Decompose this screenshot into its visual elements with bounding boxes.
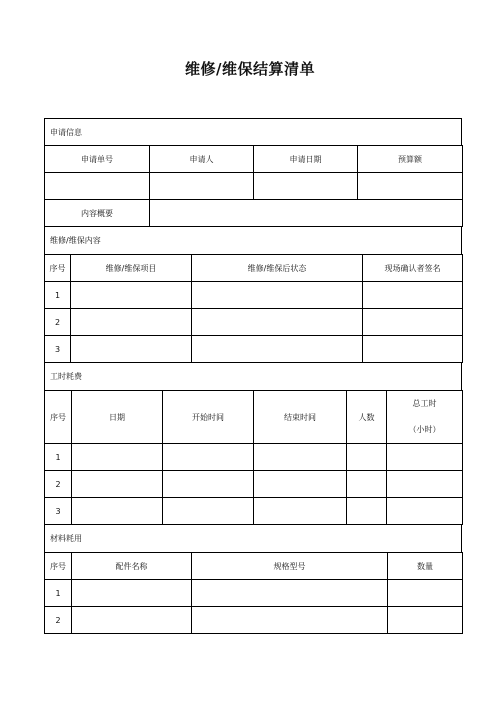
page-title: 维修/维保结算清单 [185,60,315,78]
header-quantity: 数量 [388,553,463,580]
cell-headcount[interactable] [347,444,387,471]
header-date: 日期 [72,391,163,444]
header-spec-model: 规格型号 [192,553,388,580]
cell-onsite-signature[interactable] [363,282,463,309]
applicant-table [44,145,463,227]
cell-date[interactable] [72,471,163,498]
header-seq: 序号 [45,553,72,580]
cell-repair-item[interactable] [71,309,192,336]
cell-end-time[interactable] [254,444,347,471]
cell-repair-item[interactable] [71,282,192,309]
row-number: 1 [45,580,72,607]
cell-summary[interactable] [150,200,463,227]
header-total-hours [387,391,463,444]
header-headcount: 人数 [347,391,387,444]
cell-total-hours[interactable] [387,471,463,498]
cell-repair-status[interactable] [192,282,363,309]
total-hours-unit: （小时） [408,425,441,434]
cell-repair-status[interactable] [192,309,363,336]
header-repair-status: 维修/维保后状态 [192,255,363,282]
section-repair: 维修/维保内容 [44,227,462,254]
section-labor: 工时耗费 [44,363,462,390]
cell-budget[interactable] [358,173,463,200]
row-number: 3 [45,498,72,525]
cell-repair-status[interactable] [192,336,363,363]
cell-application-date[interactable] [254,173,358,200]
section-materials: 材料耗用 [44,525,462,552]
section-applicant: 申请信息 [44,118,462,145]
cell-repair-item[interactable] [71,336,192,363]
cell-end-time[interactable] [254,498,347,525]
header-applicant: 申请人 [150,146,254,173]
header-budget: 预算额 [358,146,463,173]
cell-applicant[interactable] [150,173,254,200]
cell-total-hours[interactable] [387,444,463,471]
cell-onsite-signature[interactable] [363,309,463,336]
row-number: 2 [45,309,71,336]
header-seq: 序号 [45,255,71,282]
header-application-date: 申请日期 [254,146,358,173]
header-end-time: 结束时间 [254,391,347,444]
cell-part-name[interactable] [72,580,192,607]
header-part-name: 配件名称 [72,553,192,580]
cell-total-hours[interactable] [387,498,463,525]
row-number: 2 [45,607,72,634]
row-number: 3 [45,336,71,363]
labor-table [44,390,463,525]
repair-table [44,254,463,363]
materials-table [44,552,463,634]
cell-spec-model[interactable] [192,580,388,607]
cell-quantity[interactable] [388,580,463,607]
row-number: 1 [45,444,72,471]
cell-onsite-signature[interactable] [363,336,463,363]
cell-headcount[interactable] [347,498,387,525]
header-seq: 序号 [45,391,72,444]
header-application-number: 申请单号 [45,146,150,173]
header-onsite-signature: 现场确认者签名 [363,255,463,282]
cell-date[interactable] [72,444,163,471]
cell-start-time[interactable] [163,471,254,498]
header-repair-item: 维修/维保项目 [71,255,192,282]
header-summary: 内容概要 [45,200,150,227]
total-hours-label: 总工时 [412,399,437,408]
cell-date[interactable] [72,498,163,525]
cell-quantity[interactable] [388,607,463,634]
settlement-form [44,118,462,634]
cell-start-time[interactable] [163,498,254,525]
row-number: 1 [45,282,71,309]
row-number: 2 [45,471,72,498]
cell-part-name[interactable] [72,607,192,634]
cell-headcount[interactable] [347,471,387,498]
cell-end-time[interactable] [254,471,347,498]
cell-spec-model[interactable] [192,607,388,634]
cell-application-number[interactable] [45,173,150,200]
header-start-time: 开始时间 [163,391,254,444]
cell-start-time[interactable] [163,444,254,471]
